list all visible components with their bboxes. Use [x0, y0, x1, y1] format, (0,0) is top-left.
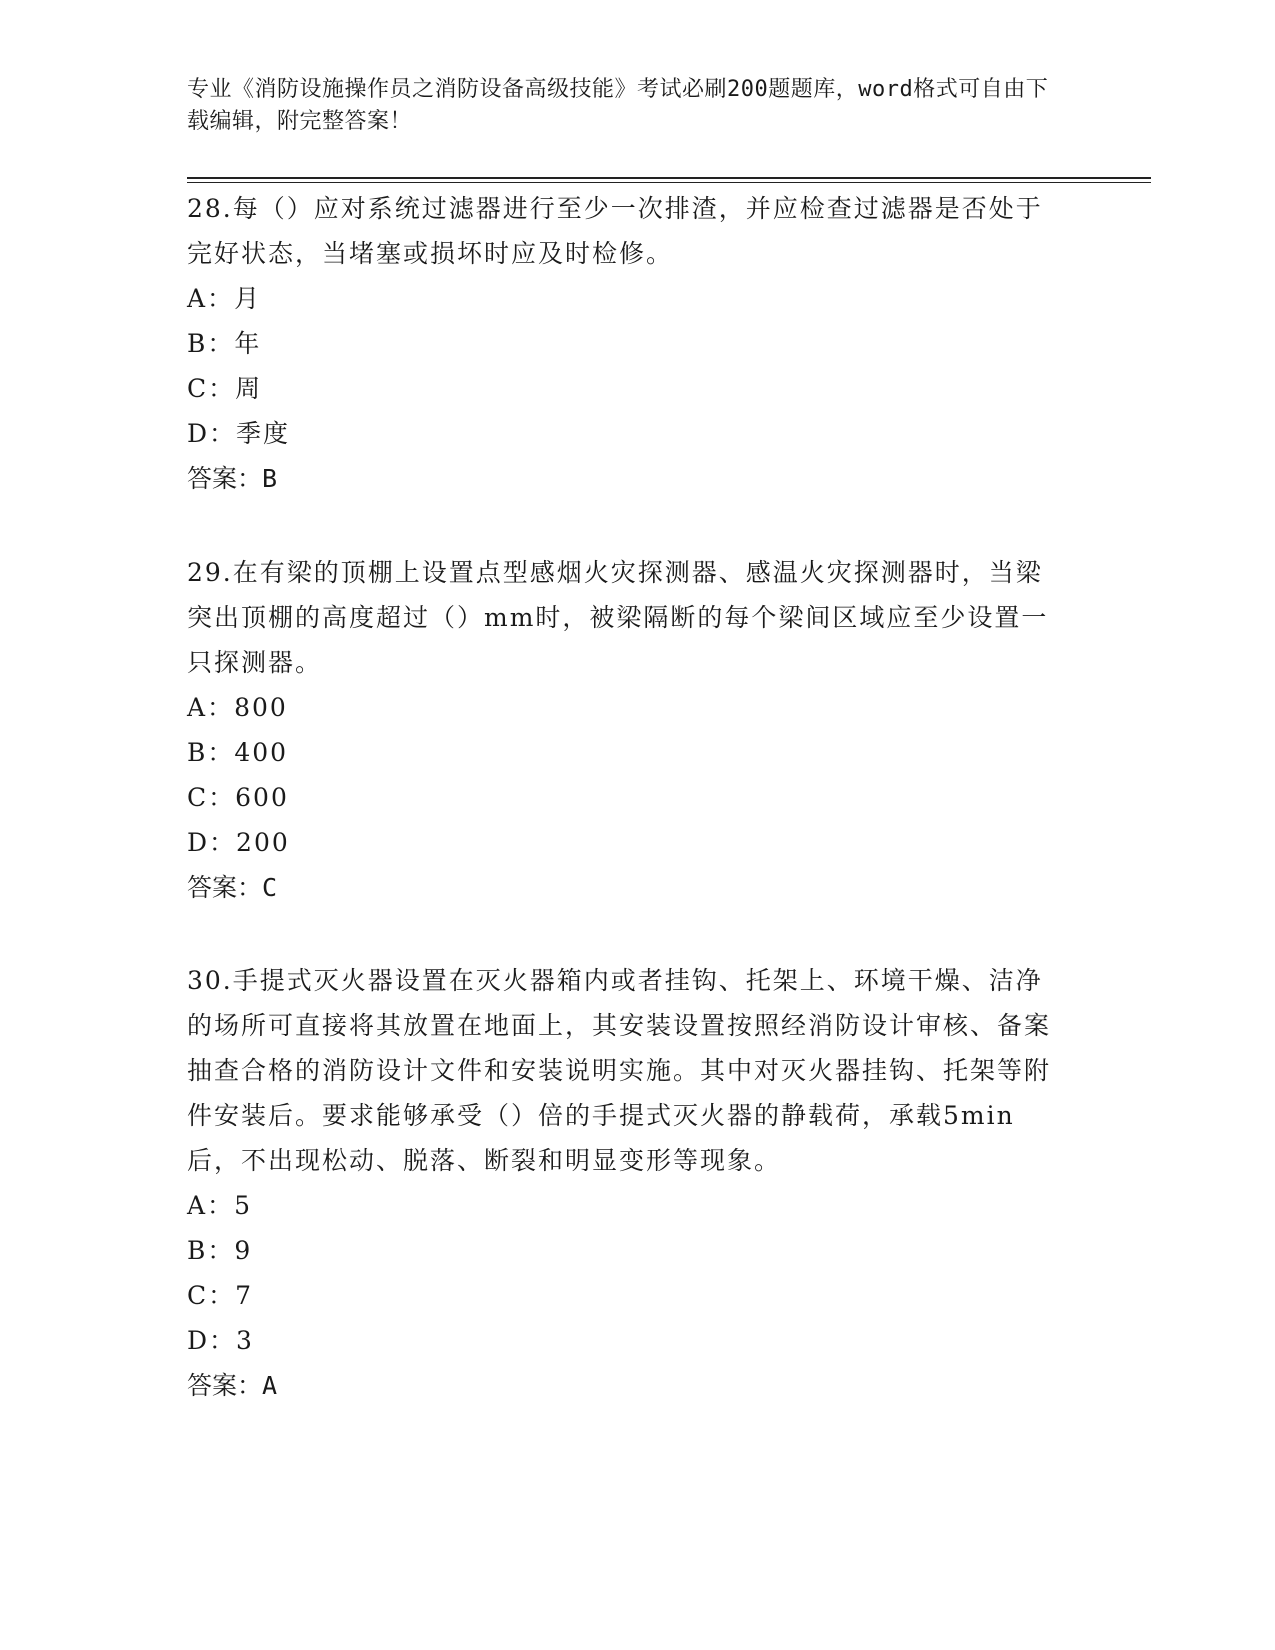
- option-text: 200: [236, 828, 290, 857]
- question-stem: 30.手提式灭火器设置在灭火器箱内或者挂钩、托架上、环境干燥、洁净的场所可直接将其放置在地面上，其安装设置按照经消防设计审核、备案抽查合格的消防设计文件和安装说明实施。其中对灭火器挂钩、托架等附件安装后。要求能够承受（）倍的手提式灭火器的静载荷，承载5min后，不出现松动、脱落、断裂和明显变形等现象。: [187, 966, 1052, 1175]
- option-letter: A：: [187, 284, 235, 313]
- option-c: [187, 366, 1067, 411]
- answer-line: 答案：A: [187, 1371, 278, 1400]
- option-letter: D：: [187, 419, 237, 448]
- question-29: [187, 550, 1067, 910]
- option-text: 600: [235, 783, 289, 812]
- option-letter: D：: [187, 828, 237, 857]
- option-d: [187, 411, 1067, 456]
- option-b: [187, 730, 1067, 775]
- option-text: 400: [234, 738, 289, 767]
- option-b: [187, 321, 1067, 366]
- option-a: [187, 1183, 1067, 1228]
- question-30: [187, 958, 1067, 1408]
- option-letter: D：: [187, 1326, 237, 1355]
- option-text: 9: [234, 1236, 253, 1265]
- option-text: 周: [235, 374, 263, 403]
- option-a: [187, 685, 1067, 730]
- option-letter: A：: [187, 693, 235, 722]
- option-text: 5: [234, 1191, 252, 1220]
- option-text: 年: [234, 329, 262, 358]
- option-d: [187, 1318, 1067, 1363]
- option-text: 季度: [236, 419, 291, 448]
- option-a: [187, 276, 1067, 321]
- option-d: [187, 820, 1067, 865]
- option-letter: B：: [187, 1236, 235, 1265]
- option-b: [187, 1228, 1067, 1273]
- option-c: [187, 1273, 1067, 1318]
- option-letter: B：: [187, 738, 235, 767]
- option-text: 7: [235, 1281, 254, 1310]
- option-letter: C：: [187, 374, 236, 403]
- header-divider-thin: [187, 182, 1151, 183]
- option-letter: C：: [187, 783, 236, 812]
- option-c: [187, 775, 1067, 820]
- option-letter: A：: [187, 1191, 235, 1220]
- question-28: [187, 186, 1067, 501]
- option-letter: B：: [187, 329, 235, 358]
- document-header: 专业《消防设施操作员之消防设备高级技能》考试必刷200题题库，word格式可自由下载编辑，附完整答案！: [187, 77, 1049, 134]
- answer-line: 答案：B: [187, 464, 278, 493]
- header-divider-thick: [187, 177, 1151, 179]
- option-text: 800: [234, 693, 288, 722]
- option-letter: C：: [187, 1281, 236, 1310]
- answer-line: 答案：C: [187, 873, 278, 902]
- option-text: 3: [236, 1326, 254, 1355]
- question-stem: 28.每（）应对系统过滤器进行至少一次排渣，并应检查过滤器是否处于完好状态，当堵塞或损坏时应及时检修。: [187, 194, 1043, 268]
- option-text: 月: [234, 284, 262, 313]
- question-stem: 29.在有梁的顶棚上设置点型感烟火灾探测器、感温火灾探测器时，当梁突出顶棚的高度超过（）mm时，被梁隔断的每个梁间区域应至少设置一只探测器。: [187, 558, 1049, 677]
